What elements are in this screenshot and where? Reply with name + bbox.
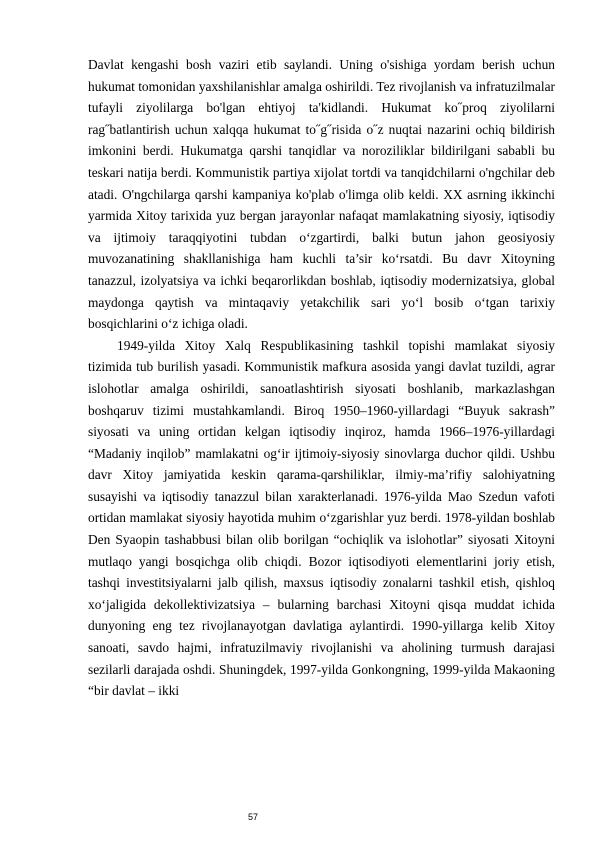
paragraph-1: Davlat kengashi bosh vaziri etib saylandi. Uning o'sishiga yordam berish uchun hukumat tomonidan yaxshilanishlar amalga oshirildi. Tez rivojlanish va infratuzilmalar tufayli ziyolilarga bo'lgan ehtiyoj ta'kidlandi. Hukumat ko˝proq ziyolilarni rag˝batlantirish uchun xalqqa hukumat to˝g˝risida o˝z nuqtai nazarini ochiq bildirish imkonini berdi. Hukumatga qarshi tanqidlar va noroziliklar bildirilgani sababli bu teskari natija berdi. Kommunistik partiya xijolat tortdi va tanqidchilarni o'ngchilar deb atadi. O'ngchilarga qarshi kampaniya ko'plab o'limga olib keldi. XX asrning ikkinchi yarmida Xitoy tarixida yuz bergan jarayonlar nafaqat mamlakatning siyosiy, iqtisodiy va ijtimoiy taraqqiyotini tubdan o‘zgartirdi, balki butun jahon geosiyosiy muvozanatining shakllanishiga ham kuchli ta’sir ko‘rsatdi. Bu davr Xitoyning tanazzul, izolyatsiya va ichki beqarorlikdan boshlab, iqtisodiy modernizatsiya, global maydonga qaytish va mintaqaviy yetakchilik sari yo‘l bosib o‘tgan tarixiy bosqichlarini o‘z ichiga oladi. <box>88 57 555 332</box>
page-number: 57 <box>247 812 258 822</box>
paragraph-2: 1949-yilda Xitoy Xalq Respublikasining tashkil topishi mamlakat siyosiy tizimida tub burilish yasadi. Kommunistik mafkura asosida yangi davlat tuzildi, agrar islohotlar amalga oshirildi, sanoatlashtirish siyosati boshlanib, markazlashgan boshqaruv tizimi mustahkamlandi. Biroq 1950–1960-yillardagi “Buyuk sakrash” siyosati va uning ortidan kelgan iqtisodiy inqiroz, hamda 1966–1976-yillardagi “Madaniy inqilob” mamlakatni og‘ir ijtimoiy-siyosiy sinovlarga duchor qildi. Ushbu davr Xitoy jamiyatida keskin qarama-qarshiliklar, ilmiy-ma’rifiy salohiyatning susayishi va iqtisodiy tanazzul bilan xarakterlanadi. 1976-yilda Mao Szedun vafoti ortidan mamlakat siyosiy hayotida muhim o‘zgarishlar yuz berdi. 1978-yildan boshlab Den Syaopin tashabbusi bilan olib borilgan “ochiqlik va islohotlar” siyosati Xitoyni mutlaqo yangi bosqichga olib chiqdi. Bozor iqtisodiyoti elementlarini joriy etish, tashqi investitsiyalarni jalb qilish, maxsus iqtisodiy zonalarni tashkil etish, qishloq xo‘jaligida dekollektivizatsiya – bularning barchasi Xitoyni qisqa muddat ichida dunyoning eng tez rivojlanayotgan davlatiga aylantirdi. 1990-yillarga kelib Xitoy sanoati, savdo hajmi, infratuzilmaviy rivojlanishi va aholining turmush darajasi sezilarli darajada oshdi. Shuningdek, 1997-yilda Gonkongning, 1999-yilda Makaoning “bir davlat – ikki <box>88 337 555 699</box>
body-text <box>88 54 555 702</box>
